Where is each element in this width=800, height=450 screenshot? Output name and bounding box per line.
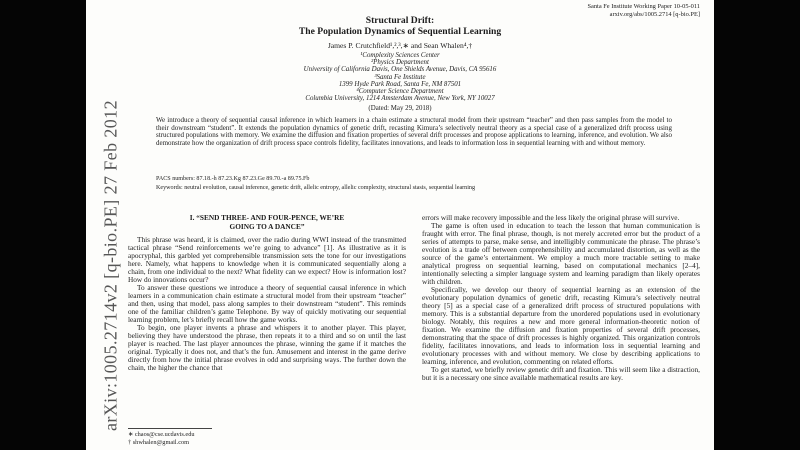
affiliation-line: ⁴Computer Science Department <box>356 88 444 96</box>
footnote-rule <box>128 428 212 429</box>
left-column <box>128 214 406 450</box>
authors-line: James P. Crutchfield¹,²,³,∗ and Sean Whalen⁴,† <box>327 41 473 50</box>
affiliation-line: ³Santa Fe Institute <box>374 73 426 81</box>
working-paper-number: Santa Fe Institute Working Paper 10-05-011 <box>587 3 700 10</box>
affiliation-line: ¹Complexity Sciences Center <box>360 52 440 59</box>
title-line-1: Structural Drift: <box>365 15 435 26</box>
right-paragraph-1: The game is often used in education to teach the lesson that human communication is fraught with error. The final phrase, though, is not merely accreted error but the product of a series of attempts to parse, make sense, and intelligibly communicate the phrase. The phrase’s evolution is a trade off between comprehensibility and accumulated distortion, as well as the source of the game’s entertainment. We employ a much more tractable setting to make analytical progress on sequential learning, based on computational mechanics [2–4], intentionally selecting a simpler language system and learning paradigm than likely operates with children. <box>422 221 700 286</box>
section-heading-line-1: I. “SEND THREE- AND FOUR-PENCE, WE’RE <box>189 213 345 222</box>
section-heading-line-2: GOING TO A DANCE” <box>229 221 305 231</box>
left-paragraph-3: To begin, one player invents a phrase and whispers it to another player. This player, believing they have understood the phrase, then repeats it to a third and so on until the last player is reached. The last player announces the phrase, winning the game if it matches the original. Typically it does not, and that’s the fun. Amusement and interest in the game derive directly from how the initial phrase evolves in odd and surprising ways. The further down the chain, the higher the chance that <box>128 323 406 373</box>
footnote-email-2: † shwhalen@gmail.com <box>128 438 190 446</box>
left-paragraph-1: This phrase was heard, it is claimed, over the radio during WWI instead of the transmitted tactical phrase “Send reinforcements we’re going to advance” [1]. As illustrative as it is apocryphal, this garbled yet comprehensible transmission sets the tone for our investigations here. Namely, what happens to knowledge when it is communicated sequentially along a chain, from one individual to the next? What fidelity can we expect? How is information lost? How do innovations occur? <box>128 235 406 285</box>
affiliations-block <box>86 52 714 113</box>
affiliation-line: 1399 Hyde Park Road, Santa Fe, NM 87501 <box>338 80 462 88</box>
abstract-text: We introduce a theory of sequential causal inference in which learners in a chain estimate a structural model from their upstream “teacher” and then pass samples from the model to their downstream “student”. It extends the population dynamics of genetic drift, recasting Kimura’s selectively neutral theory as a special case of a generalized drift process using structured populations with memory. We examine the diffusion and fixation properties of several drift processes and propose applications to learning, inference, and evolution. We also demonstrate how the organization of drift process space controls fidelity, facilitates innovations, and leads to information loss in sequential learning with and without memory. <box>156 116 672 148</box>
arxiv-abs-url: arxiv.org/abs/1005.2714 [q-bio.PE] <box>609 10 700 18</box>
right-paragraph-3: To get started, we briefly review genetic drift and fixation. This will seem like a distraction, but it is a necessary one since available mathematical results are key. <box>422 365 700 382</box>
footnote-email-1: ∗ chaos@cse.ucdavis.edu <box>128 431 195 439</box>
right-paragraph-continuation: errors will make recovery impossible and the less likely the original phrase will survive. <box>422 213 680 222</box>
pacs-keywords-block <box>156 176 672 192</box>
two-column-body <box>128 214 700 450</box>
title-line-2: The Population Dynamics of Sequential Learning <box>298 26 502 37</box>
affiliation-line: University of California Davis, One Shields Avenue, Davis, CA 95616 <box>303 66 497 74</box>
arxiv-stamp: arXiv:1005.2714v2 [q-bio.PE] 27 Feb 2012 <box>100 100 121 431</box>
paper-page <box>86 0 714 450</box>
right-paragraph-2: Specifically, we develop our theory of sequential learning as an extension of the evolutionary population dynamics of genetic drift, recasting Kimura’s selectively neutral theory [5] as a special case of a generalized drift process of structured populations with memory. This is a substantial departure from the unordered populations used in evolutionary biology. Notably, this requires a new and more general information-theoretic notion of fixation. We examine the diffusion and fixation properties of several drift processes, demonstrating that the space of drift processes is highly organized. This organization controls fidelity, facilitates innovations, and leads to information loss in sequential learning and evolutionary processes with and without memory. We close by describing applications to learning, inference, and evolution, commenting on related efforts. <box>422 285 700 366</box>
right-column <box>422 214 700 450</box>
affiliation-line: ²Physics Department <box>371 59 429 67</box>
footnotes-block <box>128 428 406 446</box>
keywords-line: Keywords: neutral evolution, causal inference, genetic drift, allelic entropy, allelic complexity, structural stasis, sequential learning <box>156 185 476 191</box>
dated-line: (Dated: May 29, 2018) <box>368 105 432 113</box>
paper-title <box>86 15 714 37</box>
pacs-line: PACS numbers: 87.18.-h 87.23.Kg 87.23.Ge 89.70.-a 89.75.Fb <box>156 176 310 182</box>
section-1-heading <box>128 214 406 231</box>
left-paragraph-2: To answer these questions we introduce a theory of sequential causal inference in which learners in a communication chain estimate a structural model from their upstream “teacher” and then, using that model, pass along samples to their downstream “student”. This reminds one of the familiar children’s game Telephone. By way of quickly motivating our sequential learning problem, let’s briefly recall how the game works. <box>128 283 406 325</box>
affiliation-line: Columbia University, 1214 Amsterdam Avenue, New York, NY 10027 <box>305 95 495 103</box>
